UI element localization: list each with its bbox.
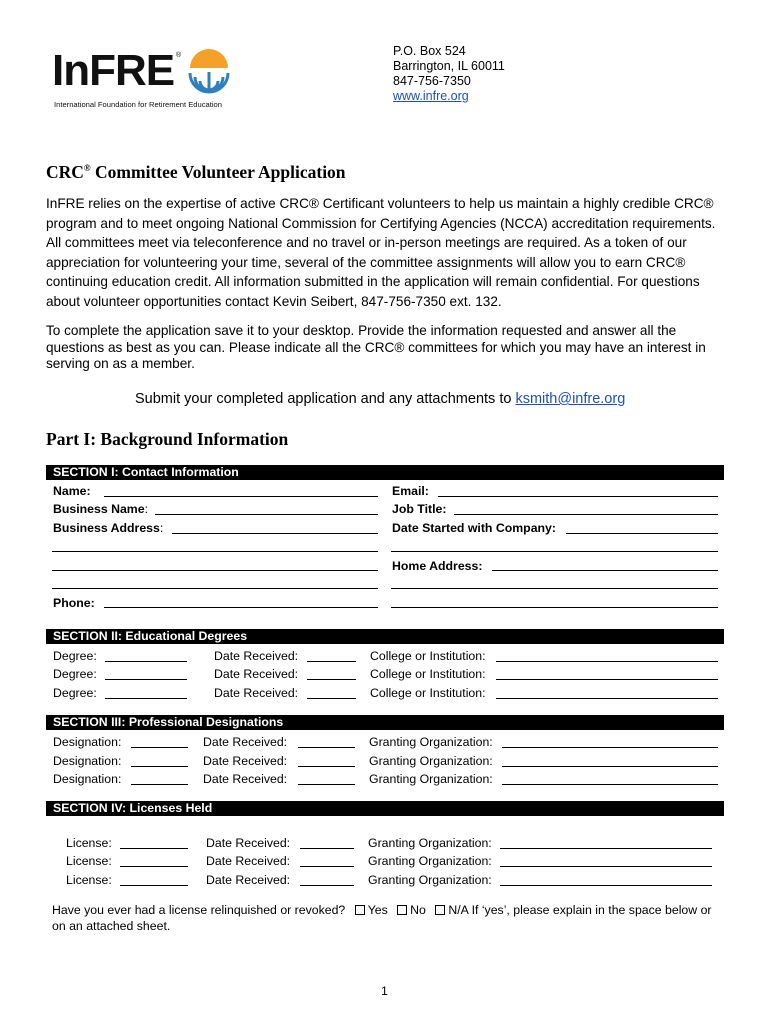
designation-granting-org-label: Granting Organization:	[369, 735, 493, 749]
logo-subtitle: International Foundation for Retirement Education	[54, 100, 223, 109]
designation-date-received-label: Date Received:	[203, 754, 288, 768]
license-granting-org-field[interactable]	[500, 848, 712, 849]
page-number: 1	[381, 984, 388, 998]
designation-field[interactable]	[131, 747, 188, 748]
home-address-line-3[interactable]	[391, 607, 718, 608]
business-address-colon: :	[159, 521, 164, 535]
business-name-label-wrap	[53, 502, 148, 516]
home-address-label: Home Address:	[392, 559, 483, 573]
date-started-field[interactable]	[566, 533, 718, 534]
business-address-line-3[interactable]	[52, 570, 378, 571]
designation-date-received-field[interactable]	[298, 766, 355, 767]
degree-label: Degree:	[53, 649, 97, 663]
designation-field[interactable]	[131, 784, 188, 785]
designation-field[interactable]	[131, 766, 188, 767]
degree-label: Degree:	[53, 686, 97, 700]
phone-field[interactable]	[104, 607, 378, 608]
email-field[interactable]	[438, 496, 718, 497]
license-label: License:	[66, 854, 112, 868]
section-header-designations: SECTION III: Professional Designations	[46, 715, 724, 730]
city-state: Barrington, IL 60011	[393, 59, 505, 73]
license-date-received-field[interactable]	[300, 848, 354, 849]
yes-checkbox[interactable]	[355, 905, 365, 915]
license-granting-org-label: Granting Organization:	[368, 854, 492, 868]
license-date-received-label: Date Received:	[206, 873, 291, 887]
submit-email-link[interactable]: ksmith@infre.org	[515, 391, 626, 407]
title-prefix: CRC	[46, 162, 84, 182]
license-date-received-label: Date Received:	[206, 836, 291, 850]
address-block	[393, 44, 505, 104]
phone-number: 847-756-7350	[393, 74, 471, 88]
license-granting-org-field[interactable]	[500, 866, 712, 867]
home-address-field[interactable]	[492, 570, 718, 571]
degree-date-received-field[interactable]	[307, 698, 356, 699]
na-label: N/A	[448, 903, 469, 917]
website-link[interactable]: www.infre.org	[393, 89, 469, 103]
home-address-line-2[interactable]	[391, 588, 718, 589]
degree-label: Degree:	[53, 667, 97, 681]
college-field[interactable]	[496, 679, 718, 680]
name-field[interactable]	[104, 496, 378, 497]
registered-mark: ®	[176, 52, 182, 59]
job-title-field[interactable]	[454, 514, 718, 515]
submit-line	[135, 391, 625, 407]
business-address-line-2[interactable]	[52, 551, 378, 552]
business-address-field[interactable]	[172, 533, 378, 534]
license-label: License:	[66, 873, 112, 887]
business-address-label: Business Address	[53, 521, 160, 535]
degree-date-received-label: Date Received:	[214, 649, 299, 663]
title-reg: ®	[83, 163, 91, 174]
section-header-licenses: SECTION IV: Licenses Held	[46, 801, 724, 816]
designation-date-received-label: Date Received:	[203, 735, 288, 749]
designation-date-received-field[interactable]	[298, 784, 355, 785]
license-question	[52, 902, 722, 934]
license-date-received-label: Date Received:	[206, 854, 291, 868]
college-field[interactable]	[496, 698, 718, 699]
yes-label: Yes	[367, 903, 388, 917]
email-label: Email:	[392, 484, 429, 498]
college-label: College or Institution:	[370, 649, 486, 663]
phone-label: Phone:	[53, 596, 95, 610]
no-checkbox[interactable]	[397, 905, 407, 915]
date-started-label: Date Started with Company:	[392, 521, 556, 535]
degree-date-received-field[interactable]	[307, 679, 356, 680]
license-field[interactable]	[120, 848, 188, 849]
license-field[interactable]	[120, 866, 188, 867]
business-name-field[interactable]	[155, 514, 378, 515]
designation-granting-org-label: Granting Organization:	[369, 754, 493, 768]
business-address-label-wrap	[53, 521, 163, 535]
section-header-contact: SECTION I: Contact Information	[46, 465, 724, 480]
title-rest: Committee Volunteer Application	[90, 162, 346, 182]
license-date-received-field[interactable]	[300, 885, 354, 886]
license-granting-org-label: Granting Organization:	[368, 873, 492, 887]
globe-icon	[184, 48, 234, 94]
na-checkbox[interactable]	[435, 905, 445, 915]
explain-text: If ‘yes’, please explain in the space below or on an attached sheet.	[52, 903, 712, 933]
business-name-colon: :	[144, 502, 149, 516]
license-granting-org-field[interactable]	[500, 885, 712, 886]
designation-date-received-label: Date Received:	[203, 772, 288, 786]
designation-date-received-field[interactable]	[298, 747, 355, 748]
instructions-paragraph: To complete the application save it to your desktop. Provide the information requested and answer all the questions as best as you can. Please indicate all the CRC® committees for which you may have an interest in serving on as a member.	[46, 323, 706, 371]
intro-paragraph: InFRE relies on the expertise of active CRC® Certificant volunteers to help us maintain a highly credible CRC® program and to meet ongoing National Commission for Certifying Agencies (NCCA) accreditation requirements. All committees meet via teleconference and no travel or in-person meetings are required. As a token of our appreciation for volunteering your time, several of the committee assignments will allow you to earn CRC® continuing education credit. All information submitted in the application will remain confidential. For questions about volunteer opportunities contact Kevin Seibert, 847-756-7350 ext. 132.	[46, 196, 716, 309]
name-label: Name:	[53, 484, 91, 498]
degree-field[interactable]	[105, 661, 187, 662]
infre-logo	[52, 44, 252, 114]
right-extra-line-1[interactable]	[391, 551, 718, 552]
business-name-label: Business Name	[53, 502, 145, 516]
designation-label: Designation:	[53, 754, 122, 768]
designation-granting-org-label: Granting Organization:	[369, 772, 493, 786]
page-title	[46, 162, 346, 183]
designation-granting-org-field[interactable]	[502, 766, 718, 767]
submit-text: Submit your completed application and any attachments to	[135, 391, 516, 407]
designation-label: Designation:	[53, 735, 122, 749]
degree-field[interactable]	[105, 679, 187, 680]
designation-granting-org-field[interactable]	[502, 747, 718, 748]
business-address-line-4[interactable]	[52, 588, 378, 589]
po-box: P.O. Box 524	[393, 44, 466, 58]
designation-granting-org-field[interactable]	[502, 784, 718, 785]
college-field[interactable]	[496, 661, 718, 662]
license-label: License:	[66, 836, 112, 850]
no-label: No	[410, 903, 426, 917]
license-field[interactable]	[120, 885, 188, 886]
part-title: Part I: Background Information	[46, 429, 289, 449]
license-granting-org-label: Granting Organization:	[368, 836, 492, 850]
degree-date-received-field[interactable]	[307, 661, 356, 662]
job-title-label: Job Title:	[392, 502, 447, 516]
question-text: Have you ever had a license relinquished or revoked?	[52, 903, 346, 917]
designation-label: Designation:	[53, 772, 122, 786]
section-header-degrees: SECTION II: Educational Degrees	[46, 629, 724, 644]
degree-field[interactable]	[105, 698, 187, 699]
degree-date-received-label: Date Received:	[214, 686, 299, 700]
college-label: College or Institution:	[370, 667, 486, 681]
college-label: College or Institution:	[370, 686, 486, 700]
degree-date-received-label: Date Received:	[214, 667, 299, 681]
logo-text: InFRE	[52, 46, 175, 95]
license-date-received-field[interactable]	[300, 866, 354, 867]
